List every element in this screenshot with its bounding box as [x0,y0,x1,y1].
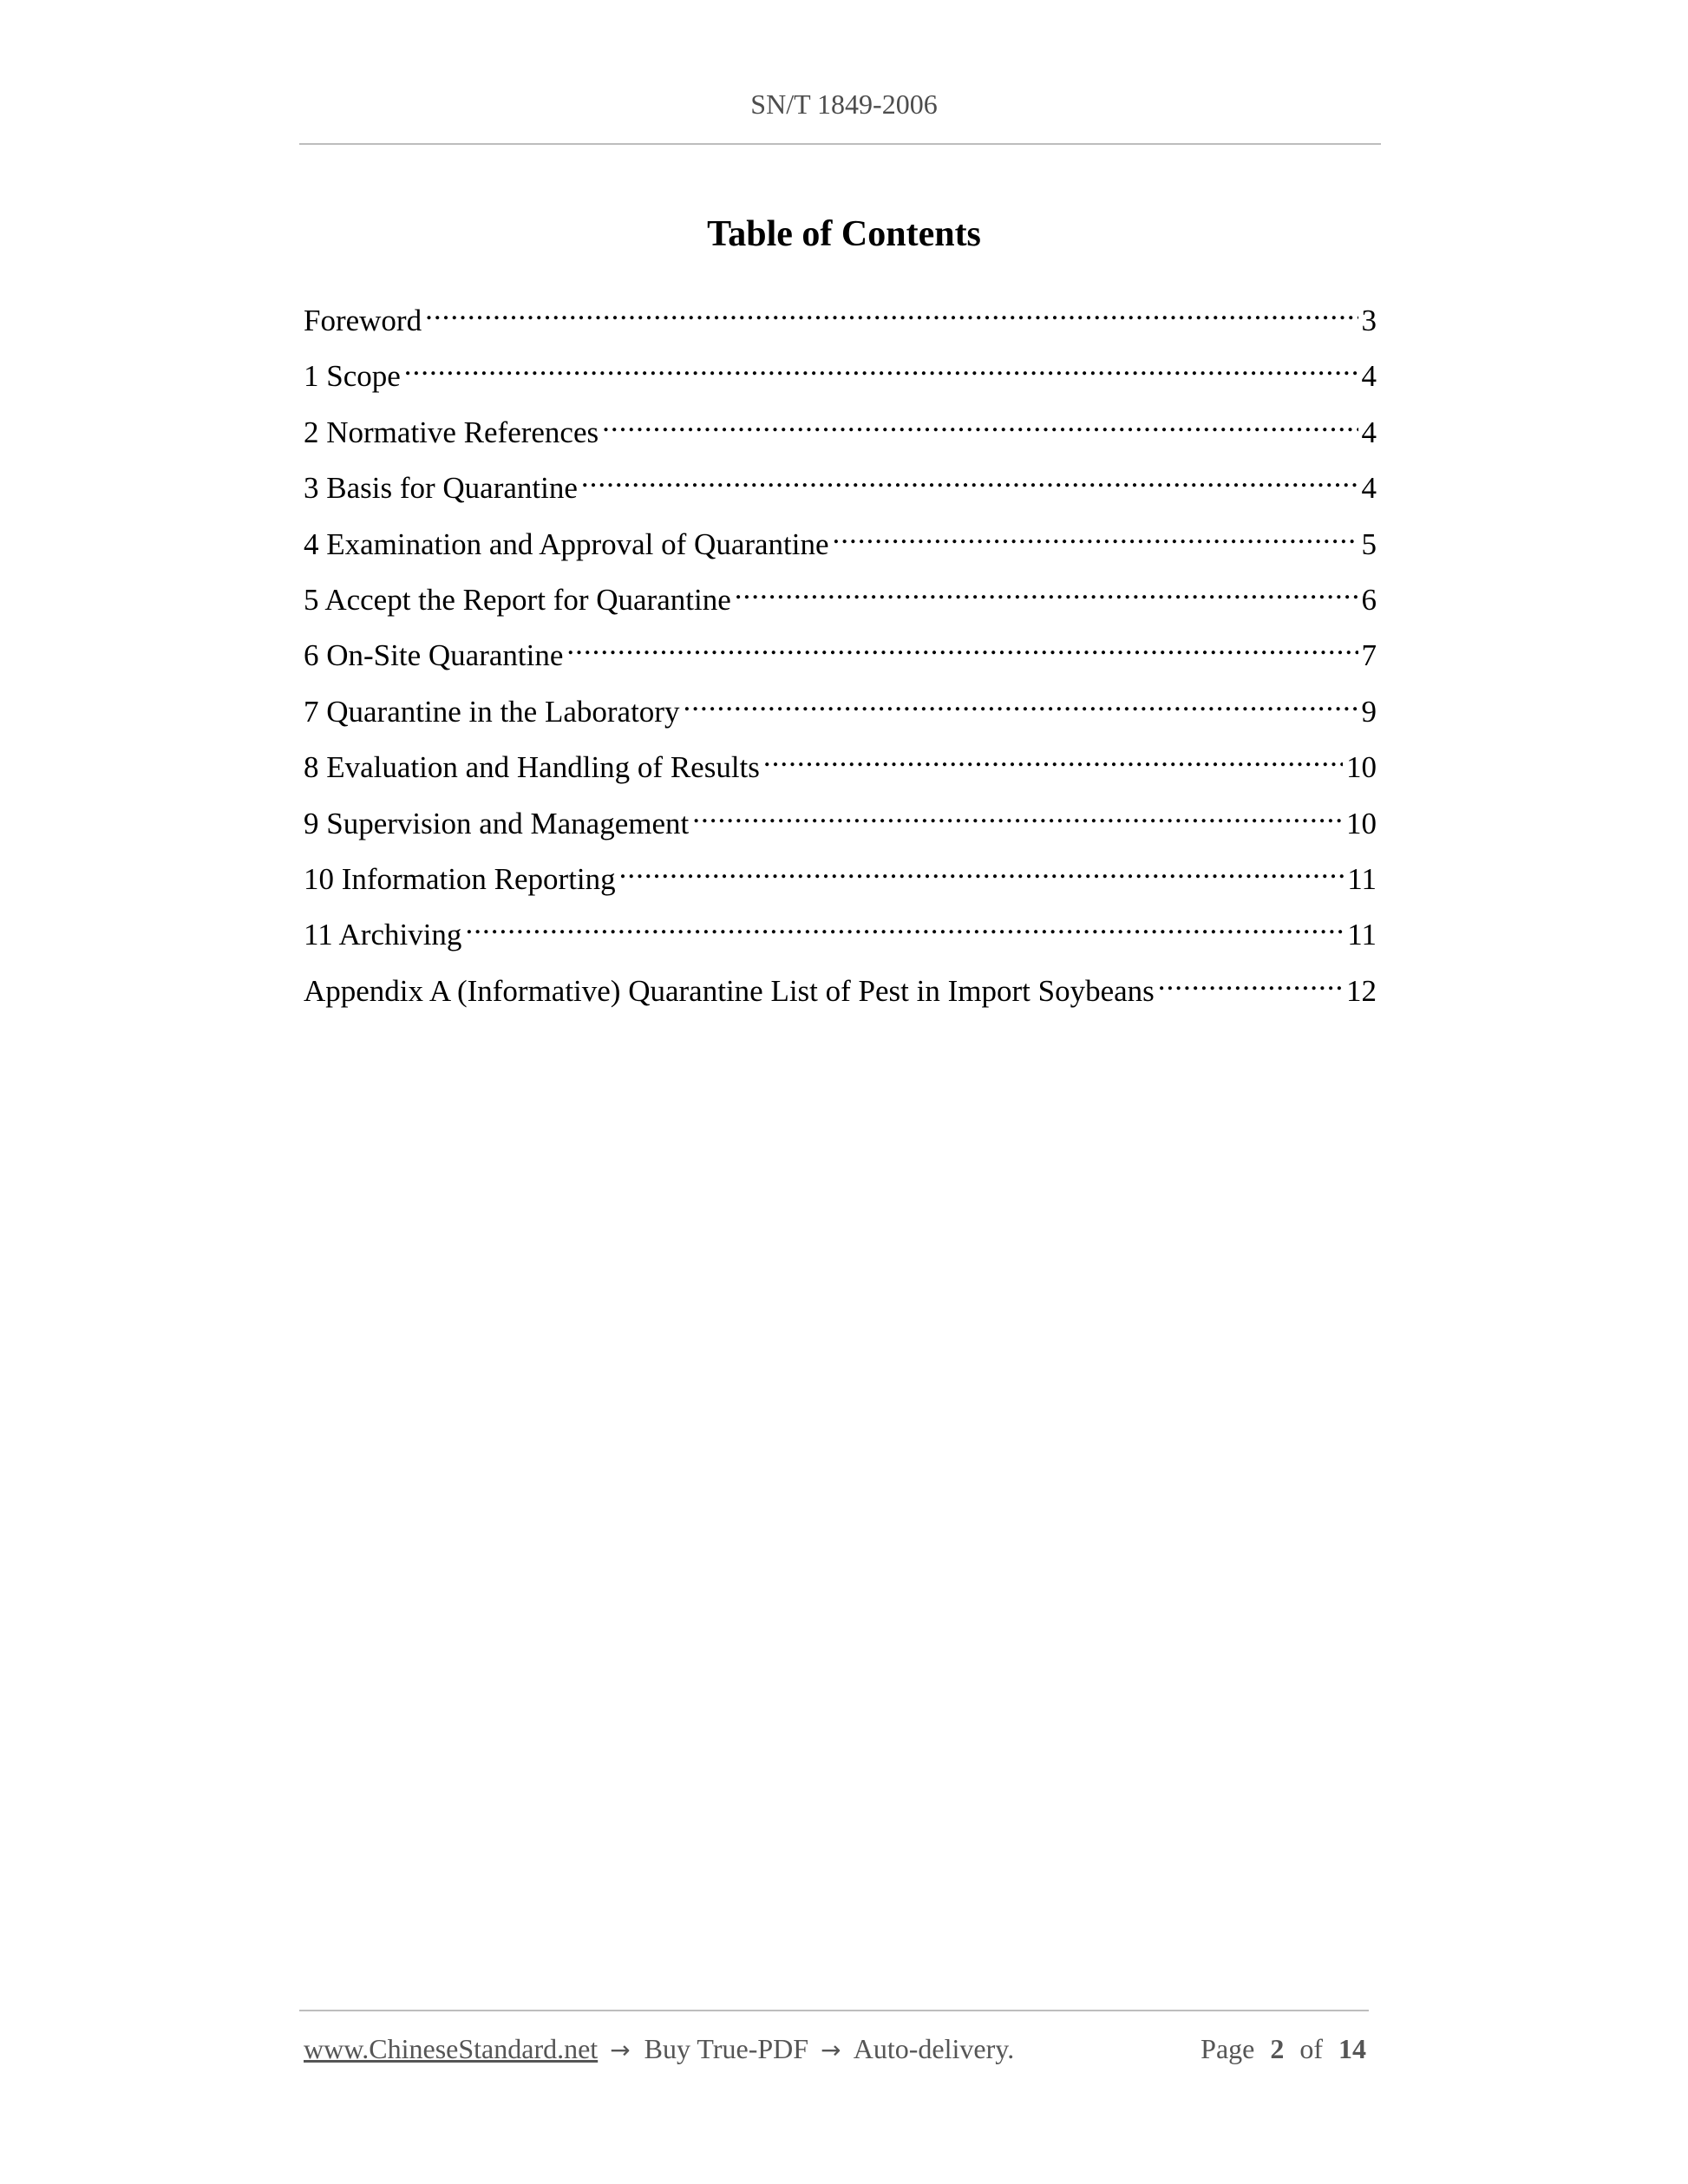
toc-leader-dots [692,792,1343,834]
right-arrow-icon: → [610,2036,631,2064]
toc-entry[interactable] [304,289,1377,344]
toc-entry-page: 3 [1361,304,1377,337]
toc-leader-dots [763,736,1343,777]
delivery-step-label: Auto-delivery. [853,2033,1015,2064]
toc-entry-page: 10 [1346,750,1377,785]
page-number [1201,2030,1366,2068]
toc-entry-page: 4 [1361,471,1377,506]
page-of-label: of [1299,2033,1323,2064]
document-code: SN/T 1849-2006 [750,88,938,120]
page-current: 2 [1270,2033,1285,2064]
toc-entry[interactable] [304,680,1377,736]
page-label: Page [1201,2033,1255,2064]
toc-leader-dots [619,847,1345,889]
toc-entry-page: 4 [1361,415,1377,449]
page-total: 14 [1338,2033,1366,2064]
footer-promo [304,2030,1014,2070]
toc-entry-page: 4 [1361,359,1377,394]
page-footer [304,2030,1366,2068]
toc-leader-dots [581,456,1358,498]
toc-leader-dots [735,568,1358,610]
site-link[interactable]: www.ChineseStandard.net [304,2033,599,2064]
page-header [0,87,1688,121]
toc-entry-label: 8 Evaluation and Handling of Results [304,750,760,785]
toc-entry-page: 12 [1346,973,1377,1008]
toc-leader-dots [404,344,1358,386]
toc-entry[interactable] [304,568,1377,624]
toc-leader-dots [833,513,1358,554]
toc-entry-label: 2 Normative References [304,415,599,449]
toc-list [304,289,1377,1015]
toc-entry-page: 5 [1361,526,1377,561]
toc-entry-label: 1 Scope [304,359,401,394]
toc-entry[interactable] [304,513,1377,568]
toc-leader-dots [465,903,1344,945]
toc-entry-label: 7 Quarantine in the Laboratory [304,694,680,729]
toc-entry[interactable] [304,959,1377,1015]
toc-entry-page: 11 [1347,861,1377,896]
toc-entry-label: 3 Basis for Quarantine [304,471,578,506]
toc-leader-dots [425,289,1358,330]
toc-entry-label: 4 Examination and Approval of Quarantine [304,526,829,561]
toc-entry[interactable] [304,792,1377,847]
toc-title: Table of Contents [707,214,981,254]
toc-entry[interactable] [304,624,1377,679]
header-divider [299,143,1381,145]
toc-entry-label: 9 Supervision and Management [304,806,690,840]
toc-leader-dots [602,401,1358,442]
toc-entry[interactable] [304,903,1377,958]
toc-entry[interactable] [304,847,1377,903]
toc-entry-page: 10 [1346,806,1377,840]
toc-leader-dots [683,680,1358,722]
toc-entry-page: 6 [1361,582,1377,617]
toc-entry-page: 7 [1361,638,1377,673]
toc-entry-label: Appendix A (Informative) Quarantine List of Pest in Import Soybeans [304,973,1155,1008]
toc-entry-page: 9 [1361,694,1377,729]
toc-entry-label: Foreword [304,304,422,337]
toc-entry[interactable] [304,344,1377,400]
toc-leader-dots [1158,959,1343,1001]
toc-entry-label: 10 Information Reporting [304,861,616,896]
toc-entry-label: 6 On-Site Quarantine [304,638,564,673]
toc-entry[interactable] [304,456,1377,512]
footer-divider [299,2010,1369,2011]
buy-step-label: Buy True-PDF [644,2033,809,2064]
toc-entry[interactable] [304,401,1377,456]
toc-entry-label: 11 Archiving [304,918,462,952]
toc-entry-page: 11 [1347,918,1377,952]
toc-entry[interactable] [304,736,1377,791]
right-arrow-icon: → [821,2036,841,2064]
toc-entry-label: 5 Accept the Report for Quarantine [304,582,731,617]
toc-leader-dots [566,624,1358,665]
